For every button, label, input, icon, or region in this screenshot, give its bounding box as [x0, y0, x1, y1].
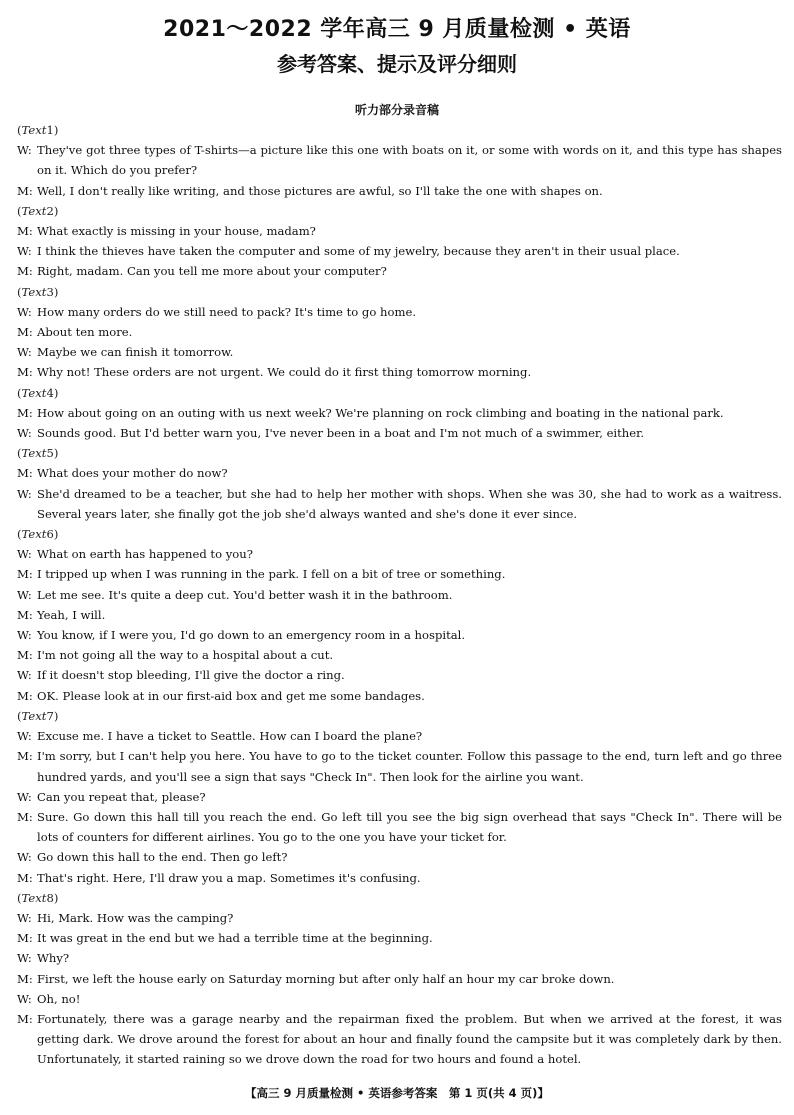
speaker-label: M:	[17, 971, 33, 986]
text-marker-label: Text	[21, 446, 47, 461]
text-marker-number: 3)	[46, 284, 59, 299]
dialogue-line	[17, 322, 782, 342]
dialogue-text: You know, if I were you, I'd go down to an emergency room in a hospital.	[37, 628, 466, 643]
dialogue-line	[17, 645, 782, 665]
dialogue-text: If it doesn't stop bleeding, I'll give the doctor a ring.	[37, 668, 345, 683]
dialogue-text: First, we left the house early on Saturday morning but after only half an hour my car broke down.	[37, 971, 615, 986]
dialogue-text: What exactly is missing in your house, madam?	[37, 224, 316, 239]
speaker-label: W:	[17, 587, 32, 602]
dialogue-text: What does your mother do now?	[37, 466, 228, 481]
dialogue-text: She'd dreamed to be a teacher, but she had to help her mother with shops. When she was 30, she had to work as a waitress. Several years later, she finally got the job she'd always wanted and she's done it ever since.	[37, 486, 782, 521]
dialogue-line	[17, 564, 782, 584]
speaker-label: W:	[17, 789, 32, 804]
dialogue-text: Sounds good. But I'd better warn you, I've never been in a boat and I'm not much of a swimmer, either.	[37, 426, 645, 441]
dialogue-line	[17, 140, 782, 180]
dialogue-text: OK. Please look at in our first-aid box and get me some bandages.	[37, 688, 425, 703]
speaker-label: M:	[17, 264, 33, 279]
speaker-label: W:	[17, 668, 32, 683]
page-footer: 【高三 9 月质量检测 • 英语参考答案 第 1 页(共 4 页)】	[245, 1086, 549, 1100]
dialogue-line	[17, 362, 782, 382]
dialogue-line	[17, 868, 782, 888]
speaker-label: M:	[17, 648, 33, 663]
speaker-label: M:	[17, 183, 33, 198]
dialogue-text: They've got three types of T-shirts—a picture like this one with boats on it, or some with words on it, and this type has shapes on it. Which do you prefer?	[37, 143, 782, 178]
text-marker-open: (	[17, 446, 22, 461]
dialogue-line	[17, 585, 782, 605]
dialogue-line	[17, 302, 782, 322]
text-marker-open: (	[17, 284, 22, 299]
speaker-label: W:	[17, 850, 32, 865]
text-marker	[17, 524, 782, 544]
speaker-label: M:	[17, 809, 33, 824]
document-subtitle: 参考答案、提示及评分细则	[277, 52, 517, 76]
dialogue-line	[17, 625, 782, 645]
speaker-label: M:	[17, 607, 33, 622]
text-marker-number: 6)	[46, 527, 59, 542]
dialogue-text: Let me see. It's quite a deep cut. You'd better wash it in the bathroom.	[37, 587, 453, 602]
speaker-label: M:	[17, 870, 33, 885]
dialogue-text: Hi, Mark. How was the camping?	[37, 910, 234, 925]
text-marker-number: 7)	[46, 708, 59, 723]
dialogue-line	[17, 665, 782, 685]
dialogue-line	[17, 746, 782, 786]
text-marker-open: (	[17, 708, 22, 723]
dialogue-line	[17, 1009, 782, 1070]
document-title: 2021～2022 学年高三 9 月质量检测 • 英语	[163, 17, 631, 42]
speaker-label: M:	[17, 1011, 33, 1026]
speaker-label: M:	[17, 688, 33, 703]
text-marker-open: (	[17, 123, 22, 137]
dialogue-line	[17, 726, 782, 746]
text-marker-number: 5)	[46, 446, 59, 461]
text-marker	[17, 443, 782, 463]
dialogue-line	[17, 261, 782, 281]
dialogue-text: About ten more.	[37, 325, 133, 340]
dialogue-text: Excuse me. I have a ticket to Seattle. How can I board the plane?	[37, 729, 423, 744]
speaker-label: M:	[17, 365, 33, 380]
dialogue-text: Why not! These orders are not urgent. We could do it first thing tomorrow morning.	[37, 365, 532, 380]
dialogue-text: I'm sorry, but I can't help you here. You have to go to the ticket counter. Follow this passage to the end, turn left and go three hundred yards, and you'll see a sign that says "Check In". Then look for the airline you want.	[37, 749, 782, 784]
text-marker-number: 4)	[46, 385, 59, 400]
dialogue-text: It was great in the end but we had a terrible time at the beginning.	[37, 931, 433, 946]
dialogue-text: Maybe we can finish it tomorrow.	[37, 345, 234, 360]
text-marker-open: (	[17, 527, 22, 542]
speaker-label: W:	[17, 304, 32, 319]
dialogue-text: Yeah, I will.	[37, 607, 106, 622]
dialogue-line	[17, 908, 782, 928]
text-marker-label: Text	[21, 203, 47, 218]
dialogue-line	[17, 948, 782, 968]
text-marker-open: (	[17, 203, 22, 218]
speaker-label: M:	[17, 405, 33, 420]
speaker-label: W:	[17, 345, 32, 360]
speaker-label: M:	[17, 567, 33, 582]
text-marker-open: (	[17, 385, 22, 400]
text-marker-label: Text	[21, 708, 47, 723]
dialogue-line	[17, 423, 782, 443]
listening-transcript	[17, 120, 782, 1070]
speaker-label: W:	[17, 244, 32, 259]
dialogue-text: How many orders do we still need to pack? It's time to go home.	[37, 304, 417, 319]
dialogue-line	[17, 403, 782, 423]
dialogue-line	[17, 605, 782, 625]
section-title: 听力部分录音稿	[354, 103, 439, 117]
dialogue-line	[17, 969, 782, 989]
text-marker	[17, 383, 782, 403]
speaker-label: W:	[17, 486, 32, 501]
text-marker-open: (	[17, 890, 22, 905]
dialogue-text: Right, madam. Can you tell me more about your computer?	[37, 264, 387, 279]
speaker-label: W:	[17, 729, 32, 744]
dialogue-line	[17, 787, 782, 807]
speaker-label: W:	[17, 910, 32, 925]
dialogue-text: How about going on an outing with us next week? We're planning on rock climbing and boating in the national park.	[37, 405, 724, 420]
text-marker-number: 8)	[46, 890, 59, 905]
dialogue-text: Oh, no!	[37, 991, 81, 1006]
dialogue-line	[17, 928, 782, 948]
text-marker	[17, 120, 782, 140]
dialogue-text: I tripped up when I was running in the park. I fell on a bit of tree or something.	[37, 567, 506, 582]
dialogue-line	[17, 807, 782, 847]
speaker-label: W:	[17, 628, 32, 643]
text-marker-label: Text	[21, 385, 47, 400]
speaker-label: W:	[17, 991, 32, 1006]
speaker-label: M:	[17, 325, 33, 340]
text-marker	[17, 282, 782, 302]
dialogue-text: Why?	[37, 951, 70, 966]
speaker-label: M:	[17, 749, 33, 764]
dialogue-line	[17, 181, 782, 201]
dialogue-line	[17, 484, 782, 524]
dialogue-line	[17, 342, 782, 362]
text-marker-label: Text	[21, 284, 47, 299]
dialogue-text: Can you repeat that, please?	[37, 789, 206, 804]
text-marker	[17, 201, 782, 221]
dialogue-line	[17, 686, 782, 706]
text-marker-number: 2)	[46, 203, 59, 218]
dialogue-text: Go down this hall to the end. Then go left?	[37, 850, 288, 865]
speaker-label: M:	[17, 224, 33, 239]
speaker-label: W:	[17, 426, 32, 441]
dialogue-text: I think the thieves have taken the computer and some of my jewelry, because they aren't in their usual place.	[37, 244, 680, 259]
dialogue-line	[17, 221, 782, 241]
text-marker-label: Text	[21, 123, 47, 137]
dialogue-line	[17, 847, 782, 867]
speaker-label: W:	[17, 951, 32, 966]
dialogue-text: What on earth has happened to you?	[37, 547, 253, 562]
speaker-label: M:	[17, 931, 33, 946]
dialogue-text: Fortunately, there was a garage nearby and the repairman fixed the problem. But when we arrived at the forest, it was getting dark. We drove around the forest for about an hour and finally found the campsite but it was completely dark by then. Unfortunately, it started raining so we drove down the road for two hours and found a hotel.	[37, 1011, 782, 1067]
speaker-label: W:	[17, 143, 32, 158]
text-marker-label: Text	[21, 527, 47, 542]
text-marker	[17, 888, 782, 908]
dialogue-line	[17, 544, 782, 564]
dialogue-text: Sure. Go down this hall till you reach the end. Go left till you see the big sign overhead that says "Check In". There will be lots of counters for different airlines. You go to the one you have your ticket for.	[37, 809, 782, 845]
dialogue-text: I'm not going all the way to a hospital about a cut.	[37, 648, 334, 663]
dialogue-line	[17, 241, 782, 261]
dialogue-text: Well, I don't really like writing, and those pictures are awful, so I'll take the one with shapes on.	[37, 183, 603, 198]
dialogue-line	[17, 989, 782, 1009]
dialogue-text: That's right. Here, I'll draw you a map. Sometimes it's confusing.	[37, 870, 421, 885]
text-marker	[17, 706, 782, 726]
text-marker-label: Text	[21, 890, 47, 905]
text-marker-number: 1)	[46, 123, 59, 137]
dialogue-line	[17, 463, 782, 483]
speaker-label: W:	[17, 547, 32, 562]
speaker-label: M:	[17, 466, 33, 481]
